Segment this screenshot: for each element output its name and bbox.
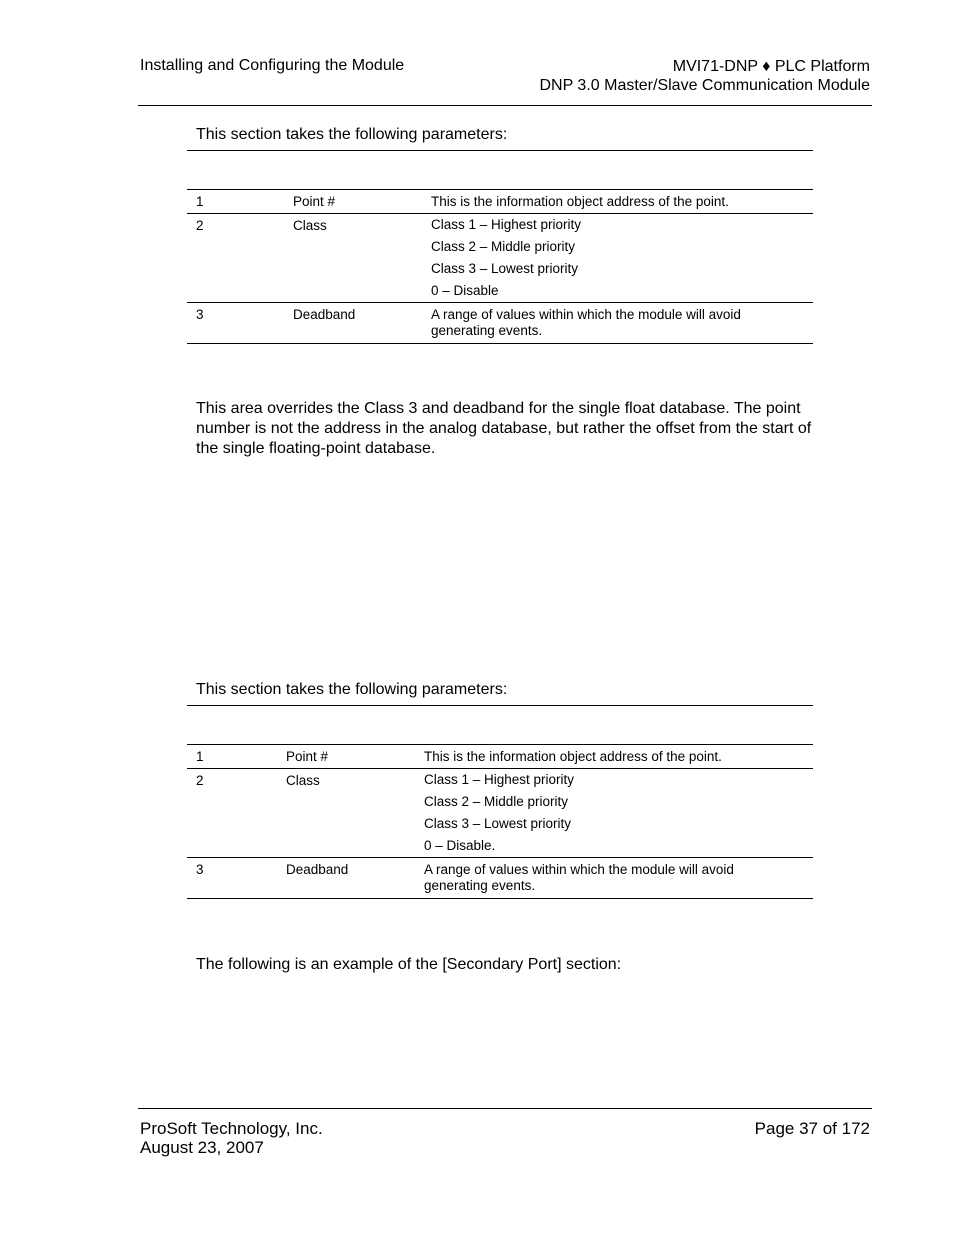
param-number: 1: [196, 194, 204, 209]
param-number: 2: [196, 218, 204, 233]
footer-left: [140, 1119, 323, 1157]
class-option: 0 – Disable.: [424, 838, 496, 853]
header-section-title: Installing and Configuring the Module: [140, 57, 405, 74]
table-row: [187, 190, 813, 214]
example-text: The following is an example of the [Secondary Port] section:: [196, 956, 622, 973]
header-product-line2: DNP 3.0 Master/Slave Communication Module: [539, 77, 870, 94]
class-option: Class 2 – Middle priority: [431, 239, 576, 254]
param-description: This is the information object address of the point.: [424, 749, 722, 764]
table-row: [187, 214, 813, 303]
table-row: [187, 303, 813, 344]
param-name: Point #: [293, 194, 336, 209]
param-number: 3: [196, 862, 204, 877]
param-number: 3: [196, 307, 204, 322]
param-description: This is the information object address of the point.: [431, 194, 729, 209]
param-number: 2: [196, 773, 204, 788]
body-paragraph: This area overrides the Class 3 and deadband for the single float database. The point number is not the address in the analog database, but rather the offset from the start of the single floating-point database.: [196, 400, 812, 457]
table-row: [187, 769, 813, 858]
class-option: Class 3 – Lowest priority: [424, 816, 572, 831]
param-description: A range of values within which the module will avoid generating events.: [431, 307, 741, 338]
header-product-line1: MVI71-DNP ♦ PLC Platform: [672, 58, 870, 75]
footer-page-number: Page 37 of 172: [754, 1119, 870, 1138]
param-description: [424, 769, 813, 858]
class-option: Class 1 – Highest priority: [431, 217, 582, 232]
class-option: 0 – Disable: [431, 283, 499, 298]
header-divider: [138, 105, 872, 106]
class-option: Class 3 – Lowest priority: [431, 261, 579, 276]
footer-company: ProSoft Technology, Inc.: [140, 1119, 323, 1138]
section1-intro: This section takes the following parameters:: [196, 126, 508, 143]
section2-intro: This section takes the following parameters:: [196, 681, 508, 698]
param-name: Point #: [286, 749, 329, 764]
header-product: [539, 57, 870, 95]
table-row: [187, 745, 813, 769]
param-description: [431, 214, 813, 303]
section2-divider: [187, 705, 813, 706]
table-row: [187, 858, 813, 899]
section1-parameters-table: [187, 189, 813, 344]
param-name: Deadband: [293, 307, 356, 322]
footer-date: August 23, 2007: [140, 1138, 264, 1157]
class-option: Class 1 – Highest priority: [424, 772, 575, 787]
param-description: A range of values within which the module will avoid generating events.: [424, 862, 734, 893]
class-option: Class 2 – Middle priority: [424, 794, 569, 809]
param-name: Deadband: [286, 862, 349, 877]
param-number: 1: [196, 749, 204, 764]
section1-divider: [187, 150, 813, 151]
param-name: Class: [286, 773, 320, 788]
footer-divider: [138, 1108, 872, 1109]
param-name: Class: [293, 218, 327, 233]
section2-parameters-table: [187, 744, 813, 899]
